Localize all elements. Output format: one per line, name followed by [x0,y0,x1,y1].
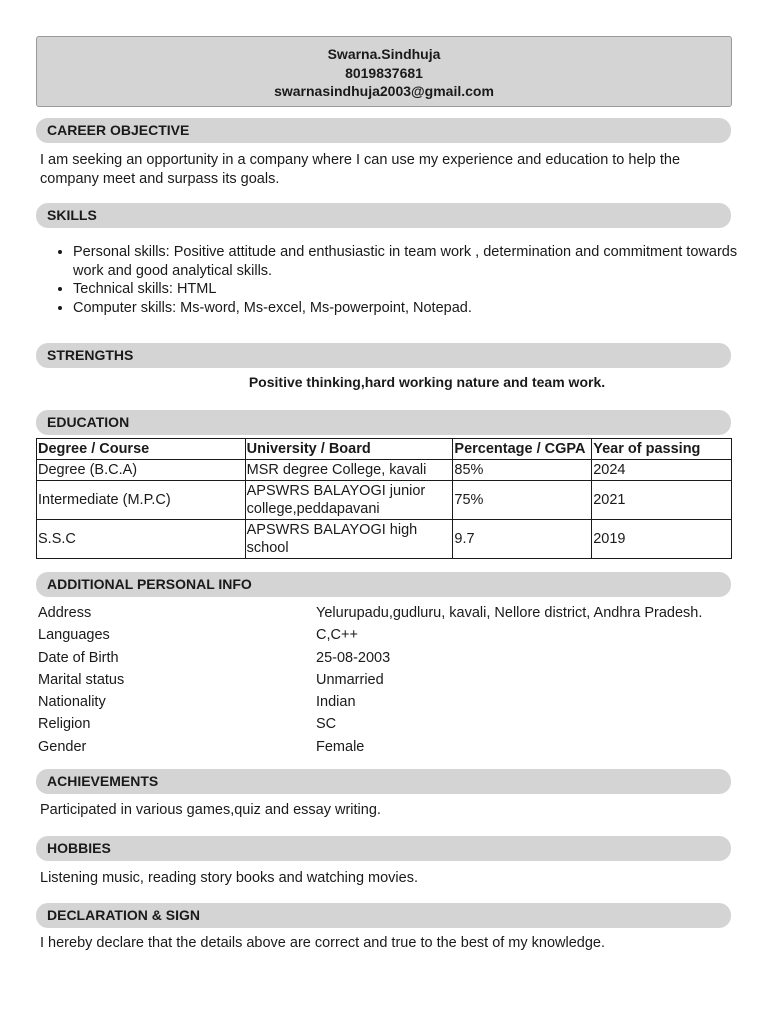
info-label: Date of Birth [38,649,119,666]
hobbies-text: Listening music, reading story books and watching movies. [40,870,418,886]
section-header-hobbies: HOBBIES [36,836,731,861]
table-row [37,481,732,520]
column-header: University / Board [245,439,453,460]
section-header-declaration: DECLARATION & SIGN [36,903,731,928]
info-value: C,C++ [316,627,358,644]
info-row-languages [38,624,738,646]
resume-header [36,36,732,107]
table-row [37,520,732,559]
candidate-email: swarnasindhuja2003@gmail.com [274,83,494,99]
table-row [37,460,732,481]
section-header-education: EDUCATION [36,410,731,435]
skill-item-personal: • Personal skills: Positive attitude and enthusiastic in team work , determination and commitment towards work and good analytical skills. [73,243,763,280]
table-cell: Intermediate (M.P.C) [37,481,246,520]
info-row-gender [38,736,738,758]
column-header: Percentage / CGPA [453,439,592,460]
section-header-strengths: STRENGTHS [36,343,731,368]
personal-info-list [38,602,738,758]
info-label: Religion [38,716,91,733]
info-value: Yelurupadu,gudluru, kavali, Nellore district, Andhra Pradesh. [316,605,703,621]
section-header-career-objective: CAREER OBJECTIVE [36,118,731,143]
table-cell: Degree (B.C.A) [37,460,246,481]
info-value: 25-08-2003 [316,649,391,666]
info-label: Nationality [38,694,106,711]
column-header: Degree / Course [37,439,246,460]
table-cell: MSR degree College, kavali [245,460,453,481]
table-cell: 2024 [592,460,732,481]
section-header-personal-info: ADDITIONAL PERSONAL INFO [36,572,731,597]
info-row-address [38,602,738,624]
skill-item-technical: • Technical skills: HTML [73,280,763,299]
table-cell: 75% [453,481,592,520]
info-row-nationality [38,691,738,713]
table-cell: APSWRS BALAYOGI junior college,peddapavani [245,481,453,520]
section-header-skills: SKILLS [36,203,731,228]
info-label: Languages [38,627,110,644]
column-header: Year of passing [592,439,732,460]
info-label: Gender [38,738,87,755]
table-cell: 85% [453,460,592,481]
info-row-date-of-birth [38,647,738,669]
skills-list [40,243,763,317]
skill-item-computer: • Computer skills: Ms-word, Ms-excel, Ms-powerpoint, Notepad. [73,299,763,318]
info-label: Marital status [38,671,125,688]
career-objective-text: I am seeking an opportunity in a company where I can use my experience and education to help the company meet and surpass its goals. [40,152,681,187]
info-value: SC [316,716,337,733]
table-cell: S.S.C [37,520,246,559]
info-label: Address [38,605,92,621]
candidate-phone: 8019837681 [345,64,423,81]
table-cell: 9.7 [453,520,592,559]
table-cell: APSWRS BALAYOGI high school [245,520,453,559]
info-value: Female [316,738,365,755]
strengths-text: Positive thinking,hard working nature and team work. [248,374,606,390]
table-cell: 2021 [592,481,732,520]
table-cell: 2019 [592,520,732,559]
education-table [36,438,732,559]
achievements-text: Participated in various games,quiz and essay writing. [40,802,381,818]
info-value: Unmarried [316,671,384,688]
section-header-achievements: ACHIEVEMENTS [36,769,731,794]
candidate-name: Swarna.Sindhuja [327,46,441,62]
info-row-marital-status [38,669,738,691]
declaration-text: I hereby declare that the details above are correct and true to the best of my knowledge. [40,935,606,951]
info-value: Indian [316,694,356,711]
table-header-row [37,439,732,460]
info-row-religion [38,713,738,735]
